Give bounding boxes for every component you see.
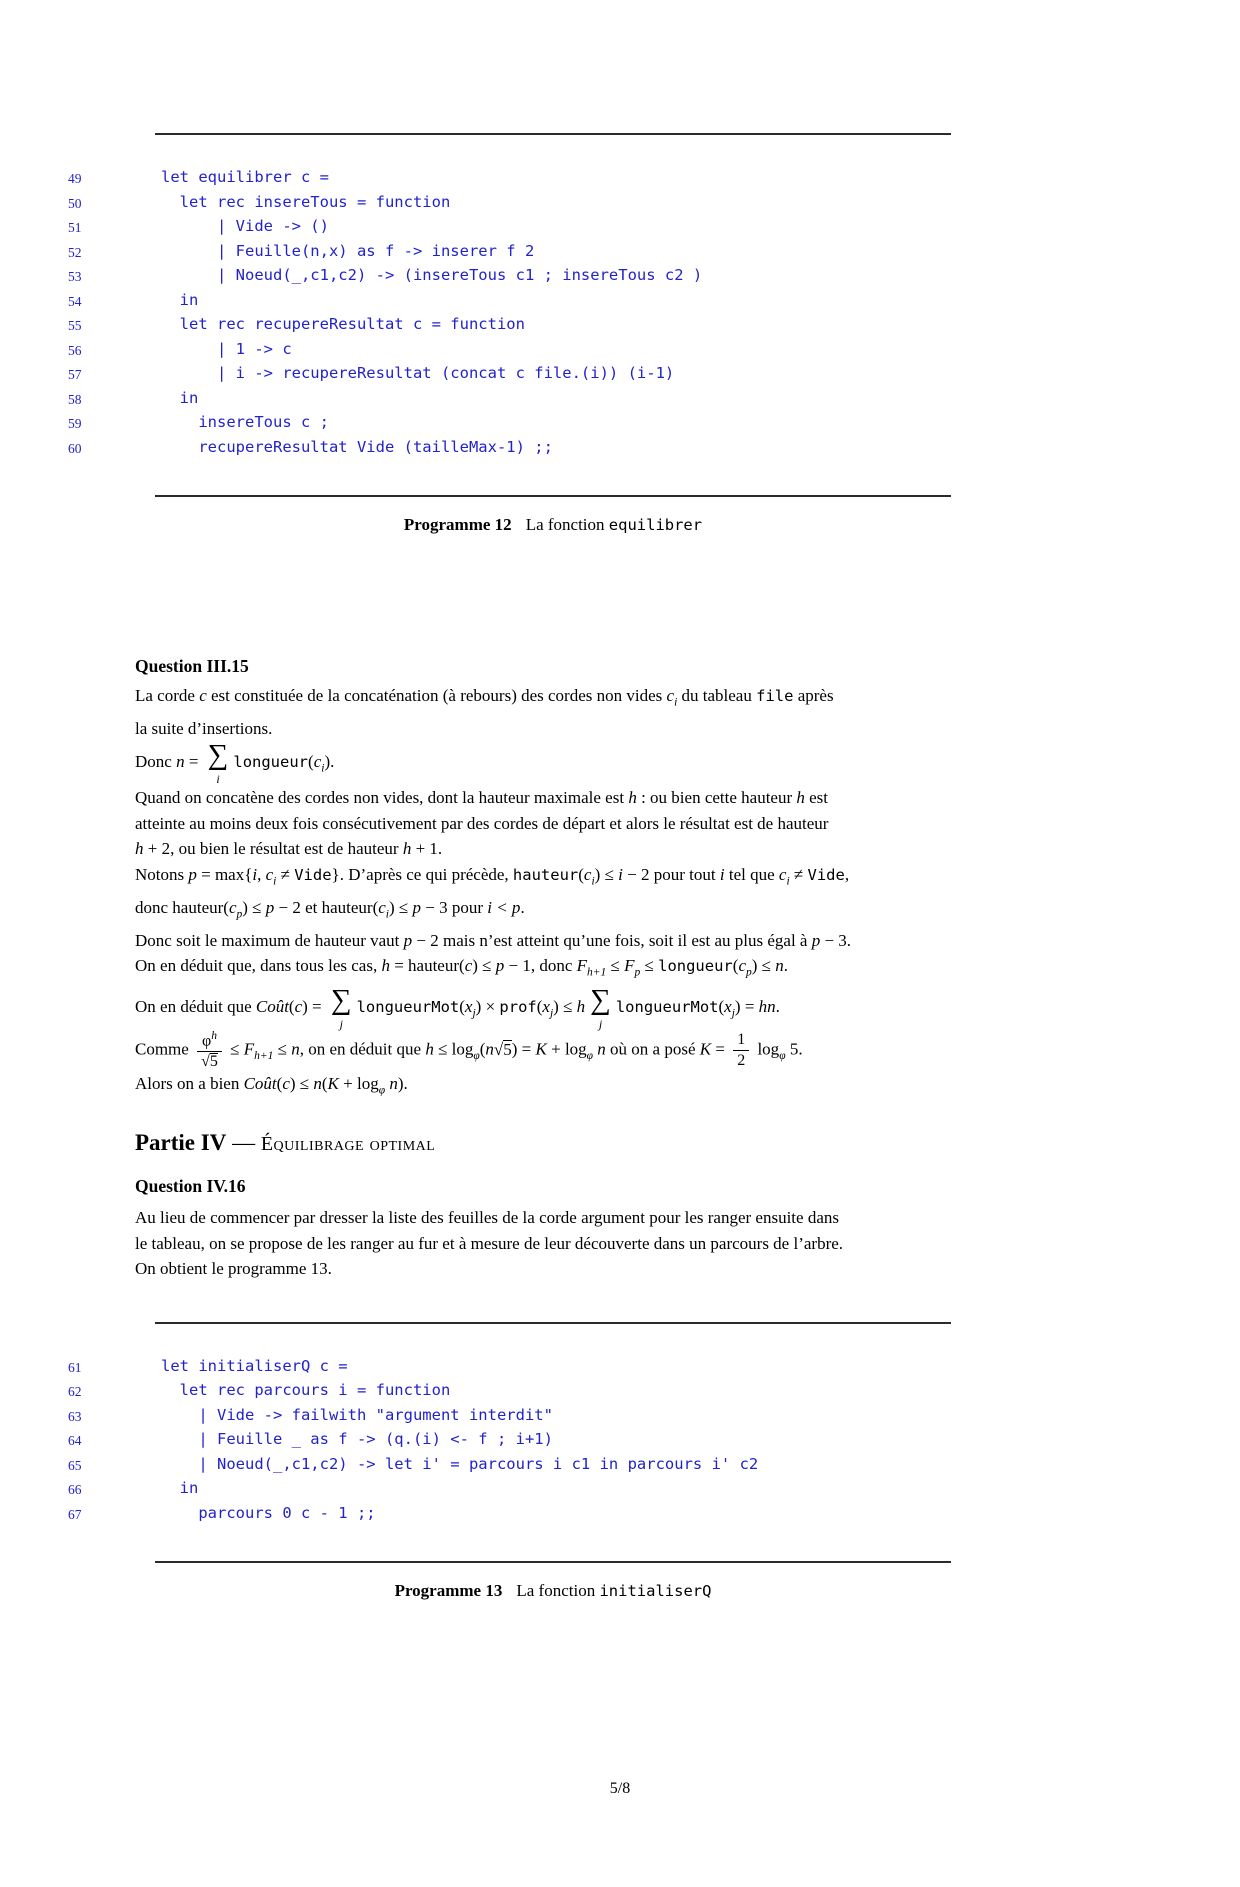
- text-segment: i: [786, 875, 790, 888]
- text-segment: ≤: [606, 956, 625, 976]
- text-segment: Alors on a bien: [135, 1074, 244, 1094]
- text-segment: la suite d’insertions.: [135, 718, 273, 738]
- code-line-number: 61: [68, 1359, 82, 1375]
- fraction: $\frac{1}{2}$: [733, 1031, 749, 1070]
- text-segment: F: [576, 956, 588, 976]
- text-segment: n: [389, 1074, 398, 1094]
- text-segment: (: [276, 1074, 283, 1094]
- text-segment: c: [199, 686, 207, 705]
- code-text: recupereResultat Vide (tailleMax-1) ;;: [161, 437, 553, 456]
- code-line-number: 49: [68, 171, 82, 186]
- partie-iv-heading: [135, 1130, 985, 1156]
- text-segment: + 2, ou bien le résultat est de hauteur: [143, 839, 403, 859]
- text-segment: ) ≤: [472, 956, 496, 976]
- text-segment: c: [265, 864, 274, 884]
- text-segment: ) =: [511, 1039, 536, 1059]
- code-text: insereTous c ;: [161, 413, 329, 431]
- text-segment: i: [273, 875, 277, 888]
- code-text: | Noeud(_,c1,c2) -> (insereTous c1 ; insereTous c2 ): [161, 266, 703, 284]
- text-segment: c: [738, 956, 746, 976]
- text-segment: c: [666, 686, 675, 705]
- text-segment: est: [804, 788, 829, 808]
- text-segment: h+1: [254, 1049, 274, 1062]
- code-line: [68, 337, 951, 362]
- code-line: [68, 288, 951, 313]
- text-line: [135, 741, 985, 785]
- text-segment: Au lieu de commencer par dresser la liste des feuilles de la corde argument pour les ranger ensuite dans: [135, 1208, 839, 1228]
- text-segment: hn: [758, 996, 776, 1016]
- code-text: let rec parcours i = function: [161, 1381, 451, 1400]
- code-text: | Vide -> (): [161, 217, 329, 235]
- text-segment: n: [176, 752, 185, 772]
- text-segment: ≤: [273, 1039, 292, 1059]
- text-segment: p: [188, 864, 197, 884]
- text-segment: p: [236, 908, 243, 921]
- code-line-number: 55: [68, 318, 82, 333]
- text-segment: ).: [324, 752, 335, 772]
- text-segment: (: [578, 864, 584, 884]
- sum-symbol: ∑ i: [207, 739, 229, 787]
- text-segment: p: [634, 966, 641, 979]
- text-segment: c: [378, 897, 386, 917]
- text-segment: − 2 pour tout: [622, 864, 720, 884]
- code-line-number: 64: [68, 1433, 82, 1449]
- text-line: [135, 785, 985, 811]
- code-line-number: 63: [68, 1408, 82, 1424]
- text-segment: p: [403, 930, 413, 950]
- text-segment: = hauteur(: [389, 956, 465, 976]
- text-segment: − 2 mais n’est atteint qu’une fois, soit il est au plus égal à: [412, 930, 812, 950]
- text-segment: K: [327, 1074, 339, 1094]
- page-number: 5/8: [609, 1780, 631, 1797]
- text-segment: c: [294, 996, 303, 1016]
- partie-title: Équilibrage optimal: [260, 1133, 436, 1156]
- code-text: in: [161, 290, 199, 309]
- code-line: [68, 1427, 951, 1452]
- text-segment: p: [412, 897, 421, 917]
- text-segment: longueurMot: [615, 997, 719, 1016]
- text-segment: i: [385, 908, 389, 921]
- text-segment: tel que: [724, 864, 779, 884]
- text-line: [135, 1030, 985, 1071]
- text-segment: ,: [844, 864, 850, 884]
- text-segment: Notons: [135, 864, 189, 884]
- text-segment: i: [674, 696, 678, 709]
- text-segment: h: [576, 996, 586, 1016]
- text-segment: i: [252, 864, 258, 884]
- text-segment: ) ≤: [289, 1074, 314, 1094]
- caption-code-name: initialiserQ: [599, 1582, 712, 1601]
- text-segment: p: [265, 897, 275, 917]
- code-text: | Noeud(_,c1,c2) -> let i' = parcours i c1 in parcours i' c2: [161, 1454, 759, 1473]
- text-segment: h: [425, 1039, 434, 1059]
- text-segment: est constituée de la concaténation (à rebours) des cordes non vides: [206, 686, 667, 705]
- text-segment: x: [724, 996, 732, 1016]
- text-segment: ) ≤: [388, 897, 413, 917]
- text-segment: j: [472, 1007, 476, 1020]
- text-segment: longueur: [233, 753, 309, 772]
- text-segment: Vide: [807, 865, 845, 884]
- text-segment: c: [313, 752, 322, 772]
- code-line: [68, 410, 951, 435]
- code-block-programme-13: [68, 1322, 951, 1602]
- text-line: [135, 862, 985, 895]
- text-segment: h: [796, 788, 805, 808]
- text-segment: n: [291, 1039, 300, 1059]
- code-line-number: 52: [68, 244, 82, 260]
- text-segment: i < p: [487, 897, 521, 917]
- code-text: | Vide -> failwith "argument interdit": [161, 1405, 553, 1424]
- code-line-number: 57: [68, 367, 82, 382]
- text-segment: =: [711, 1039, 730, 1059]
- code-lines-programme-12: [68, 135, 951, 495]
- text-segment: p: [811, 930, 821, 950]
- caption-text: La fonction: [516, 1581, 596, 1601]
- text-segment: ) ≤: [242, 897, 266, 917]
- text-segment: h: [135, 839, 144, 859]
- code-line: [68, 1354, 951, 1379]
- text-segment: F: [243, 1039, 255, 1059]
- text-line: [135, 953, 985, 986]
- question-iii-15-heading: Question III.15: [135, 656, 249, 676]
- sqrt-symbol: √5: [493, 1039, 512, 1059]
- text-segment: n: [775, 956, 784, 976]
- text-segment: (: [536, 996, 543, 1016]
- document-page: [68, 133, 985, 1601]
- text-segment: − 1, donc: [504, 956, 577, 976]
- text-segment: Donc: [135, 752, 177, 772]
- text-segment: h+1: [587, 966, 607, 979]
- code-text: let rec insereTous = function: [161, 192, 451, 211]
- text-segment: ≤ log: [433, 1039, 474, 1059]
- code-text: let rec recupereResultat c = function: [161, 315, 525, 333]
- text-segment: , on en déduit que: [299, 1039, 426, 1059]
- text-segment: 5.: [785, 1039, 803, 1059]
- text-segment: c: [778, 864, 787, 884]
- partie-label: Partie IV: [135, 1130, 227, 1156]
- text-segment: i: [321, 762, 325, 775]
- text-segment: − 3.: [820, 930, 852, 950]
- text-segment: Comme: [135, 1039, 194, 1059]
- code-line: [68, 263, 951, 288]
- text-line: [135, 836, 985, 862]
- text-segment: − 2 et hauteur(: [274, 897, 379, 917]
- text-segment: ) ≤: [594, 864, 619, 884]
- text-segment: x: [542, 996, 550, 1016]
- question-iv-16-heading: Question IV.16: [135, 1176, 246, 1197]
- text-segment: (: [459, 996, 465, 1016]
- caption-label: Programme 13: [394, 1581, 503, 1601]
- code-line: [68, 214, 951, 239]
- text-segment: hauteur: [512, 865, 579, 884]
- text-segment: n: [313, 1074, 322, 1094]
- code-line: [68, 312, 951, 337]
- question-iii-15-body: [135, 683, 985, 1104]
- code-line-number: 50: [68, 195, 82, 211]
- text-segment: ) =: [302, 996, 326, 1016]
- text-segment: φ: [779, 1049, 786, 1062]
- text-segment: Quand on concatène des cordes non vides, dont la hauteur maximale est: [135, 788, 629, 808]
- text-segment: atteinte au moins deux fois consécutivement par des cordes de départ et alors le résultat est de hauteur: [135, 813, 829, 833]
- text-segment: donc hauteur(: [135, 897, 229, 917]
- text-segment: + 1.: [411, 839, 443, 859]
- text-segment: On obtient le programme 13.: [135, 1259, 332, 1279]
- code-line: [68, 386, 951, 411]
- programme-13-caption: [155, 1581, 951, 1601]
- text-segment: h: [628, 788, 637, 808]
- text-segment: ≠: [276, 864, 295, 884]
- text-segment: c: [228, 897, 237, 917]
- text-segment: c: [282, 1074, 290, 1094]
- text-segment: le tableau, on se propose de les ranger au fur et à mesure de leur découverte dans un parcours de l’arbre.: [135, 1233, 844, 1253]
- code-text: | Feuille(n,x) as f -> inserer f 2: [161, 241, 535, 260]
- code-text: parcours 0 c - 1 ;;: [161, 1503, 376, 1522]
- code-line-number: 54: [68, 293, 82, 309]
- code-line: [68, 165, 951, 190]
- text-segment: (: [479, 1039, 486, 1059]
- text-line: [135, 895, 985, 928]
- code-line-number: 62: [68, 1384, 82, 1400]
- code-text: | i -> recupereResultat (concat c file.(i)) (i-1): [161, 364, 675, 382]
- caption-text: La fonction: [525, 515, 605, 534]
- text-segment: longueurMot: [356, 997, 460, 1016]
- caption-label: Programme 12: [403, 515, 512, 534]
- code-line: [68, 435, 951, 460]
- sqrt-symbol: √5: [201, 1052, 218, 1070]
- text-segment: .: [775, 996, 780, 1016]
- horizontal-rule: [155, 1561, 951, 1563]
- text-segment: Donc soit le maximum de hauteur vaut: [135, 930, 404, 950]
- code-line-number: 51: [68, 220, 82, 235]
- text-segment: i: [719, 864, 725, 884]
- code-text: | 1 -> c: [161, 339, 292, 358]
- text-segment: On en déduit que, dans tous les cas,: [135, 956, 382, 976]
- text-segment: p: [745, 966, 752, 979]
- text-line: [135, 1205, 985, 1231]
- code-line-number: 60: [68, 440, 82, 456]
- text-segment: file: [756, 687, 794, 705]
- code-line-number: 53: [68, 269, 82, 284]
- text-segment: = max{: [196, 864, 253, 884]
- text-segment: ).: [397, 1074, 408, 1094]
- code-text: let initialiserQ c =: [161, 1356, 348, 1375]
- text-segment: ) ×: [475, 996, 500, 1016]
- code-line: [68, 239, 951, 264]
- code-line-number: 56: [68, 342, 82, 358]
- text-segment: − 3 pour: [420, 897, 488, 917]
- text-segment: φ: [378, 1084, 386, 1097]
- code-line-number: 66: [68, 1482, 82, 1498]
- code-text: in: [161, 1479, 199, 1498]
- text-line: [135, 716, 985, 742]
- text-segment: + log: [546, 1039, 587, 1059]
- text-segment: Vide: [294, 865, 332, 884]
- text-line: [135, 928, 985, 954]
- code-line: [68, 1378, 951, 1403]
- text-segment: c: [464, 956, 473, 976]
- code-text: let equilibrer c =: [161, 168, 329, 186]
- question-iv-16-body: [135, 1205, 985, 1282]
- code-line: [68, 1476, 951, 1501]
- text-segment: Coût: [243, 1074, 277, 1094]
- text-segment: .: [783, 956, 788, 976]
- text-segment: j: [731, 1007, 735, 1020]
- text-segment: j: [549, 1007, 554, 1020]
- code-line: [68, 1501, 951, 1526]
- text-segment: (: [718, 996, 725, 1016]
- text-segment: K: [699, 1039, 712, 1059]
- text-segment: ) ≤: [751, 956, 776, 976]
- code-line-number: 67: [68, 1506, 82, 1522]
- code-line: [68, 1452, 951, 1477]
- text-segment: c: [583, 864, 592, 884]
- text-segment: prof: [499, 997, 537, 1016]
- text-line: [135, 1256, 985, 1282]
- text-segment: ≤: [225, 1039, 244, 1059]
- code-line-number: 59: [68, 416, 82, 431]
- text-segment: F: [624, 956, 635, 976]
- sum-symbol: ∑ j: [330, 984, 352, 1032]
- text-segment: p: [495, 956, 505, 976]
- code-text: | Feuille _ as f -> (q.(i) <- f ; i+1): [161, 1430, 553, 1449]
- code-line-number: 65: [68, 1457, 82, 1473]
- text-segment: ) =: [734, 996, 759, 1016]
- text-segment: (: [288, 996, 295, 1016]
- text-segment: φ: [473, 1049, 480, 1062]
- text-segment: longueur: [658, 957, 733, 976]
- text-segment: : ou bien cette hauteur: [636, 788, 797, 808]
- text-segment: après: [793, 686, 834, 705]
- text-segment: (: [732, 956, 739, 976]
- code-text: in: [161, 388, 199, 407]
- text-segment: φ: [586, 1049, 594, 1062]
- text-segment: h: [381, 956, 390, 976]
- text-segment: ,: [257, 864, 266, 884]
- text-segment: ≠: [789, 864, 808, 884]
- sum-symbol: ∑ j: [590, 984, 611, 1032]
- code-line-number: 58: [68, 391, 82, 407]
- partie-dash: —: [226, 1130, 261, 1156]
- text-segment: où on a posé: [605, 1039, 700, 1059]
- text-segment: (: [321, 1074, 328, 1094]
- text-line: [135, 986, 985, 1030]
- text-segment: h: [402, 839, 412, 859]
- text-segment: n: [485, 1039, 494, 1059]
- text-segment: + log: [338, 1074, 379, 1094]
- text-segment: K: [535, 1039, 547, 1059]
- text-segment: =: [184, 752, 203, 772]
- programme-12-caption: [155, 515, 951, 535]
- caption-code-name: equilibrer: [608, 516, 703, 534]
- text-line: [135, 683, 985, 716]
- code-line: [68, 361, 951, 386]
- text-segment: Coût: [255, 996, 289, 1016]
- text-segment: i: [618, 864, 623, 884]
- text-segment: La corde: [135, 686, 200, 705]
- text-segment: .: [520, 897, 525, 917]
- code-block-programme-12: [68, 133, 951, 535]
- text-segment: x: [464, 996, 473, 1016]
- text-segment: (: [308, 752, 314, 772]
- fraction: $\frac{\varphi^h}{√5}$: [197, 1030, 222, 1071]
- text-segment: i: [591, 875, 595, 888]
- text-segment: On en déduit que: [135, 996, 256, 1016]
- text-line: [135, 811, 985, 837]
- text-segment: ) ≤: [553, 996, 577, 1016]
- horizontal-rule: [155, 495, 951, 497]
- text-segment: ≤: [640, 956, 659, 976]
- text-segment: n: [597, 1039, 606, 1059]
- text-segment: }. D’après ce qui précède,: [331, 864, 513, 884]
- code-line: [68, 1403, 951, 1428]
- code-line: [68, 190, 951, 215]
- text-segment: log: [753, 1039, 780, 1059]
- text-segment: du tableau: [677, 686, 757, 705]
- text-line: [135, 1071, 985, 1104]
- text-line: [135, 1231, 985, 1257]
- code-lines-programme-13: [68, 1324, 951, 1562]
